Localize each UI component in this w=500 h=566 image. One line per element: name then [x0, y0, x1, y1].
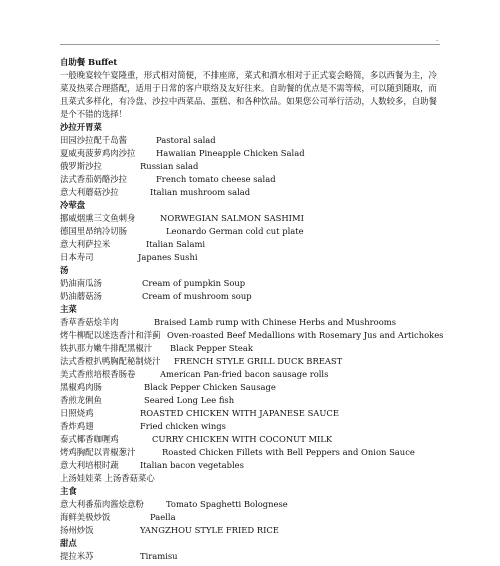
- item-english-name: American Pan-fried bacon sausage rolls: [160, 369, 329, 379]
- menu-item: [60, 212, 440, 225]
- item-english-name: NORWEGIAN SALMON SASHIMI: [160, 213, 304, 223]
- item-english-name: FRENCH STYLE GRILL DUCK BREAST: [174, 356, 343, 366]
- section-title: 冷荤盘: [60, 200, 86, 210]
- menu-item: [60, 433, 440, 446]
- item-english-name: Seared Long Lee fish: [144, 395, 235, 405]
- item-english-name: Japanes Sushi: [138, 252, 198, 262]
- item-chinese-name: 日照烧鸡: [60, 408, 94, 418]
- menu-item: [60, 394, 440, 407]
- item-chinese-name: 烤鸡胸配以青椒葱汁: [60, 447, 136, 457]
- item-chinese-name: 奶油蘑菇汤: [60, 291, 102, 301]
- menu-item: [60, 329, 444, 342]
- menu-item: [60, 251, 440, 264]
- item-english-name: Leonardo German cold cut plate: [166, 226, 304, 236]
- menu-item: [60, 277, 440, 290]
- item-english-name: YANGZHOU STYLE FRIED RICE: [140, 525, 279, 535]
- item-english-name: Italian Salami: [146, 239, 206, 249]
- item-chinese-name: 日本寿司: [60, 252, 94, 262]
- corner-mark: .: [436, 35, 439, 43]
- menu-content: [60, 56, 444, 563]
- item-english-name: ROASTED CHICKEN WITH JAPANESE SAUCE: [140, 408, 339, 418]
- menu-item: [60, 355, 440, 368]
- menu-item: [60, 147, 440, 160]
- item-chinese-name: 香炸鸡翅: [60, 421, 94, 431]
- item-chinese-name: 法式香茄奶酪沙拉: [60, 174, 127, 184]
- item-chinese-name: 香草香菇烩羊肉: [60, 317, 119, 327]
- menu-item: [60, 472, 440, 485]
- menu-item: [60, 524, 440, 537]
- item-chinese-name: 烤牛柳配以迷迭香汁和洋蓟: [60, 330, 161, 340]
- section-title: 甜点: [60, 538, 77, 548]
- section-title: 主菜: [60, 304, 77, 314]
- item-chinese-name: 香煎龙俐鱼: [60, 395, 102, 405]
- item-chinese-name: 德国里昂纳冷切肠: [60, 226, 127, 236]
- item-chinese-name: 泰式椰香咖喱鸡: [60, 434, 119, 444]
- item-chinese-name: 田园沙拉配千岛酱: [60, 135, 127, 145]
- item-chinese-name: 意大利蘑菇沙拉: [60, 187, 119, 197]
- menu-item: [60, 381, 440, 394]
- item-english-name: Tomato Spaghetti Bolognese: [166, 499, 288, 509]
- item-english-name: Paella: [150, 512, 176, 522]
- menu-item: [60, 238, 440, 251]
- menu-item: [60, 368, 440, 381]
- item-english-name: French tomato cheese salad: [156, 174, 276, 184]
- menu-item: [60, 342, 440, 355]
- menu-sections: [60, 121, 444, 563]
- item-english-name: Cream of mushroom soup: [142, 291, 252, 301]
- header-rule: [60, 44, 440, 45]
- menu-item: [60, 225, 440, 238]
- intro-paragraph: 一般晚宴较午宴隆重，形式相对简便，不排座席，菜式和酒水相对于正式宴会略简，多以西餐为主，冷菜及热菜合理搭配，适用于日常的客户联络及友好往来。自助餐的优点是不需等候，可以随到随取，而且菜式多样化，有冷盘、沙拉中西菜品、蛋糕、和各种饮品。如果您公司举行活动，人数较多，自助餐是个不错的选择！: [60, 70, 437, 119]
- item-english-name: Black Pepper Chicken Sausage: [144, 382, 276, 392]
- item-chinese-name: 奶油南瓜汤: [60, 278, 102, 288]
- item-chinese-name: 挪威烟熏三文鱼刺身: [60, 213, 136, 223]
- menu-item: [60, 407, 440, 420]
- item-chinese-name: 美式香煎培根香肠卷: [60, 369, 136, 379]
- item-chinese-name: 海鲜美极炒饭: [60, 512, 111, 522]
- section-title: 汤: [60, 265, 69, 275]
- item-english-name: Oven-roasted Beef Medallions with Rosemary Jus and Artichokes: [167, 330, 444, 340]
- item-english-name: Pastoral salad: [156, 135, 216, 145]
- item-english-name: Roasted Chicken Fillets with Bell Peppers and Onion Sauce: [162, 447, 415, 457]
- item-chinese-name: 意大利番茄肉酱烩意粉: [60, 499, 144, 509]
- item-chinese-name: 夏威夷菠萝鸡肉沙拉: [60, 148, 136, 158]
- menu-item: [60, 186, 440, 199]
- menu-item: [60, 316, 440, 329]
- item-english-name: Cream of pumpkin Soup: [142, 278, 246, 288]
- item-english-name: Italian bacon vegetables: [140, 460, 244, 470]
- menu-item: [60, 290, 440, 303]
- item-english-name: Fried chicken wings: [140, 421, 226, 431]
- item-english-name: Braised Lamb rump with Chinese Herbs and Mushrooms: [154, 317, 396, 327]
- item-chinese-name: 黑椒鸡肉肠: [60, 382, 102, 392]
- item-chinese-name: 铁扒那力嫩牛排配黑椒汁: [60, 343, 153, 353]
- menu-item: [60, 511, 440, 524]
- menu-item: [60, 446, 440, 459]
- item-chinese-name: 意大利培根时蔬: [60, 460, 119, 470]
- item-english-name: Hawaiian Pineapple Chicken Salad: [156, 148, 305, 158]
- menu-item: [60, 160, 440, 173]
- item-english-name: Russian salad: [140, 161, 199, 171]
- section-title: 沙拉开胃菜: [60, 122, 102, 132]
- menu-item: [60, 459, 440, 472]
- item-chinese-name: 俄罗斯沙拉: [60, 161, 102, 171]
- item-chinese-name: 扬州炒饭: [60, 525, 94, 535]
- item-english-name: Tiramisu: [140, 551, 178, 561]
- menu-item: [60, 420, 440, 433]
- section-title: 主食: [60, 486, 77, 496]
- item-chinese-name: 意大利萨拉米: [60, 239, 111, 249]
- item-english-name: Black Pepper Steak: [170, 343, 253, 353]
- item-chinese-name: 提拉米苏: [60, 551, 94, 561]
- menu-item: [60, 134, 440, 147]
- menu-item: [60, 498, 440, 511]
- page-heading: 自助餐 Buffet: [60, 57, 118, 67]
- item-english-name: Italian mushroom salad: [150, 187, 251, 197]
- menu-item: [60, 550, 440, 563]
- item-english-name: CURRY CHICKEN WITH COCONUT MILK: [152, 434, 333, 444]
- item-chinese-name: 上汤娃娃菜 上汤香菇菜心: [60, 473, 155, 483]
- menu-item: [60, 173, 440, 186]
- item-chinese-name: 法式香橙扒鸭胸配秘制烧汁: [60, 356, 161, 366]
